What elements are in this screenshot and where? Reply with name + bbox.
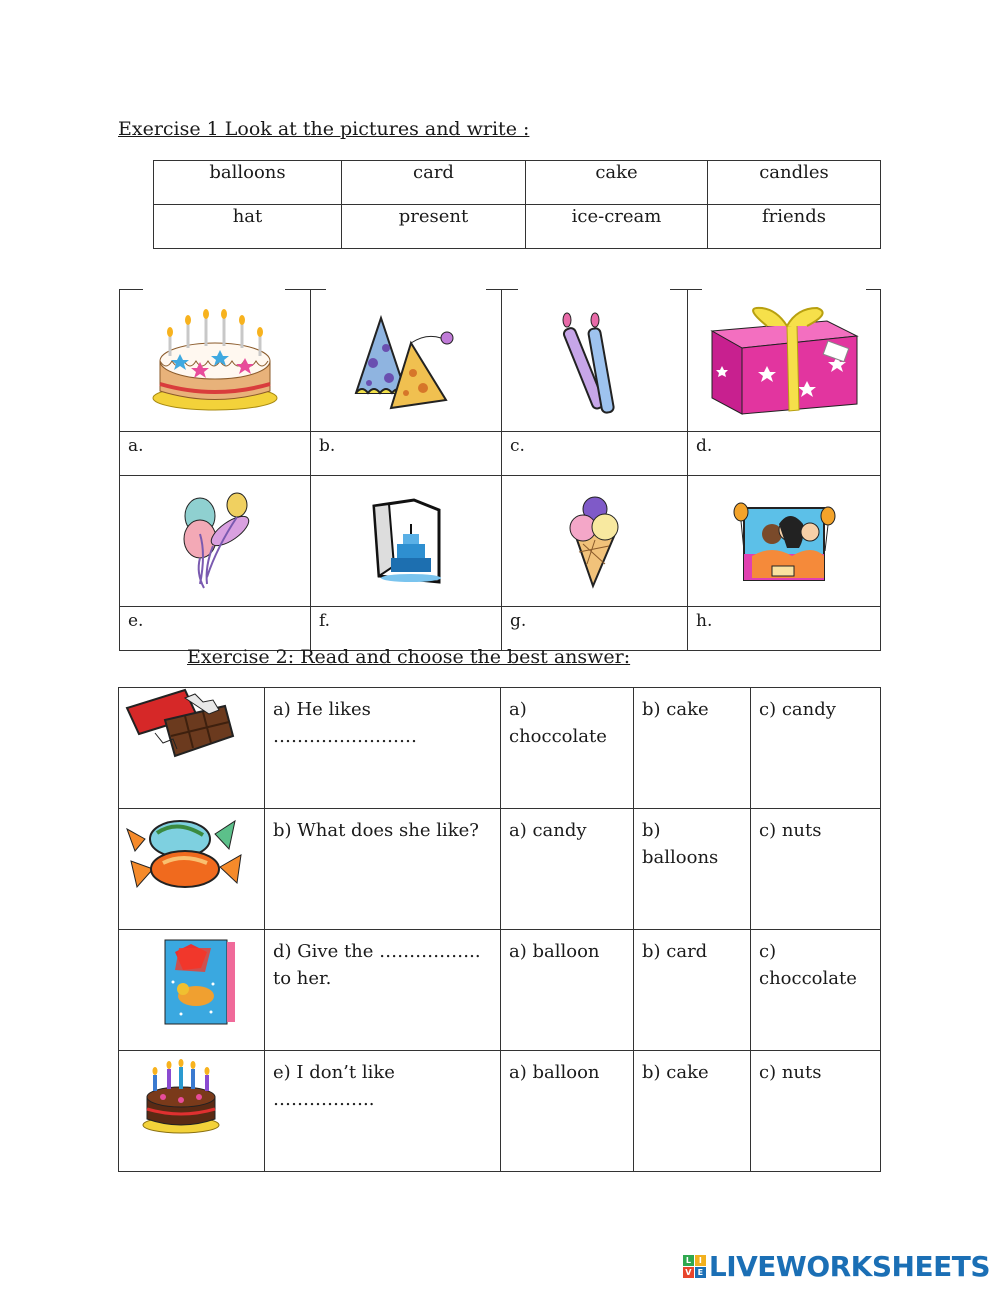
- picture-cell-b: [311, 290, 502, 432]
- label-g: g.: [502, 607, 688, 651]
- option-b[interactable]: b) card: [634, 930, 751, 1051]
- option-b[interactable]: b) cake: [634, 688, 751, 809]
- label-e: e.: [120, 607, 311, 651]
- word-bank-cell: friends: [708, 205, 881, 249]
- cake-icon: [141, 1057, 221, 1137]
- table-row: [119, 688, 881, 809]
- party-hats-icon: [351, 308, 461, 413]
- liveworksheets-logo: [683, 1250, 990, 1283]
- option-b[interactable]: b) balloons: [634, 809, 751, 930]
- chocolate-icon: [125, 688, 235, 763]
- option-c[interactable]: c) candy: [751, 688, 881, 809]
- table-row: [119, 809, 881, 930]
- word-bank-cell: card: [342, 161, 526, 205]
- candles-icon: [555, 306, 635, 416]
- candy-icon: [125, 809, 245, 894]
- table-row: [119, 1051, 881, 1172]
- exercise1-title: Exercise 1 Look at the pictures and write :: [118, 118, 530, 140]
- logo-block: E: [695, 1267, 706, 1278]
- picture-cell-d: [688, 290, 881, 432]
- picture-cell-g: [502, 476, 688, 607]
- word-bank-table: [153, 160, 881, 249]
- table-row: [119, 930, 881, 1051]
- word-bank-cell: hat: [154, 205, 342, 249]
- picture-cell-f: [311, 476, 502, 607]
- question-cell: a) He likes ……………………: [265, 688, 501, 809]
- label-c: c.: [502, 432, 688, 476]
- word-bank-row: [154, 161, 881, 205]
- picture-cell-h: [688, 476, 881, 607]
- option-c[interactable]: c) nuts: [751, 1051, 881, 1172]
- label-a: a.: [120, 432, 311, 476]
- label-d: d.: [688, 432, 881, 476]
- option-a[interactable]: a) balloon: [501, 930, 634, 1051]
- label-f: f.: [311, 607, 502, 651]
- picture-cell-c: [502, 290, 688, 432]
- image-cell: [119, 930, 265, 1051]
- word-bank-row: [154, 205, 881, 249]
- question-cell: d) Give the …………….. to her.: [265, 930, 501, 1051]
- picture-cell-a: [120, 290, 311, 432]
- cake-icon: [150, 306, 280, 416]
- logo-text: LIVEWORKSHEETS: [708, 1250, 990, 1283]
- balloons-icon: [175, 491, 255, 591]
- card-icon: [369, 496, 444, 586]
- label-b: b.: [311, 432, 502, 476]
- question-cell: e) I don’t like ……………..: [265, 1051, 501, 1172]
- logo-blocks: [683, 1255, 706, 1278]
- option-a[interactable]: a) balloon: [501, 1051, 634, 1172]
- word-bank-cell: balloons: [154, 161, 342, 205]
- option-a[interactable]: a) choccolate: [501, 688, 634, 809]
- logo-block: I: [695, 1255, 706, 1266]
- image-cell: [119, 1051, 265, 1172]
- picture-grid: [119, 289, 881, 651]
- logo-block: L: [683, 1255, 694, 1266]
- image-cell: [119, 688, 265, 809]
- friends-icon: [732, 494, 837, 589]
- word-bank-cell: cake: [526, 161, 708, 205]
- card-icon: [161, 934, 241, 1034]
- picture-cell-e: [120, 476, 311, 607]
- option-c[interactable]: c) nuts: [751, 809, 881, 930]
- exercise2-title: Exercise 2: Read and choose the best answer:: [187, 646, 631, 668]
- ice-cream-icon: [565, 494, 625, 589]
- present-icon: [707, 306, 862, 416]
- option-a[interactable]: a) candy: [501, 809, 634, 930]
- exercise2-table: [118, 687, 881, 1172]
- word-bank-cell: present: [342, 205, 526, 249]
- logo-block: V: [683, 1267, 694, 1278]
- word-bank-cell: candles: [708, 161, 881, 205]
- label-h: h.: [688, 607, 881, 651]
- question-cell: b) What does she like?: [265, 809, 501, 930]
- word-bank-cell: ice-cream: [526, 205, 708, 249]
- option-b[interactable]: b) cake: [634, 1051, 751, 1172]
- option-c[interactable]: c) choccolate: [751, 930, 881, 1051]
